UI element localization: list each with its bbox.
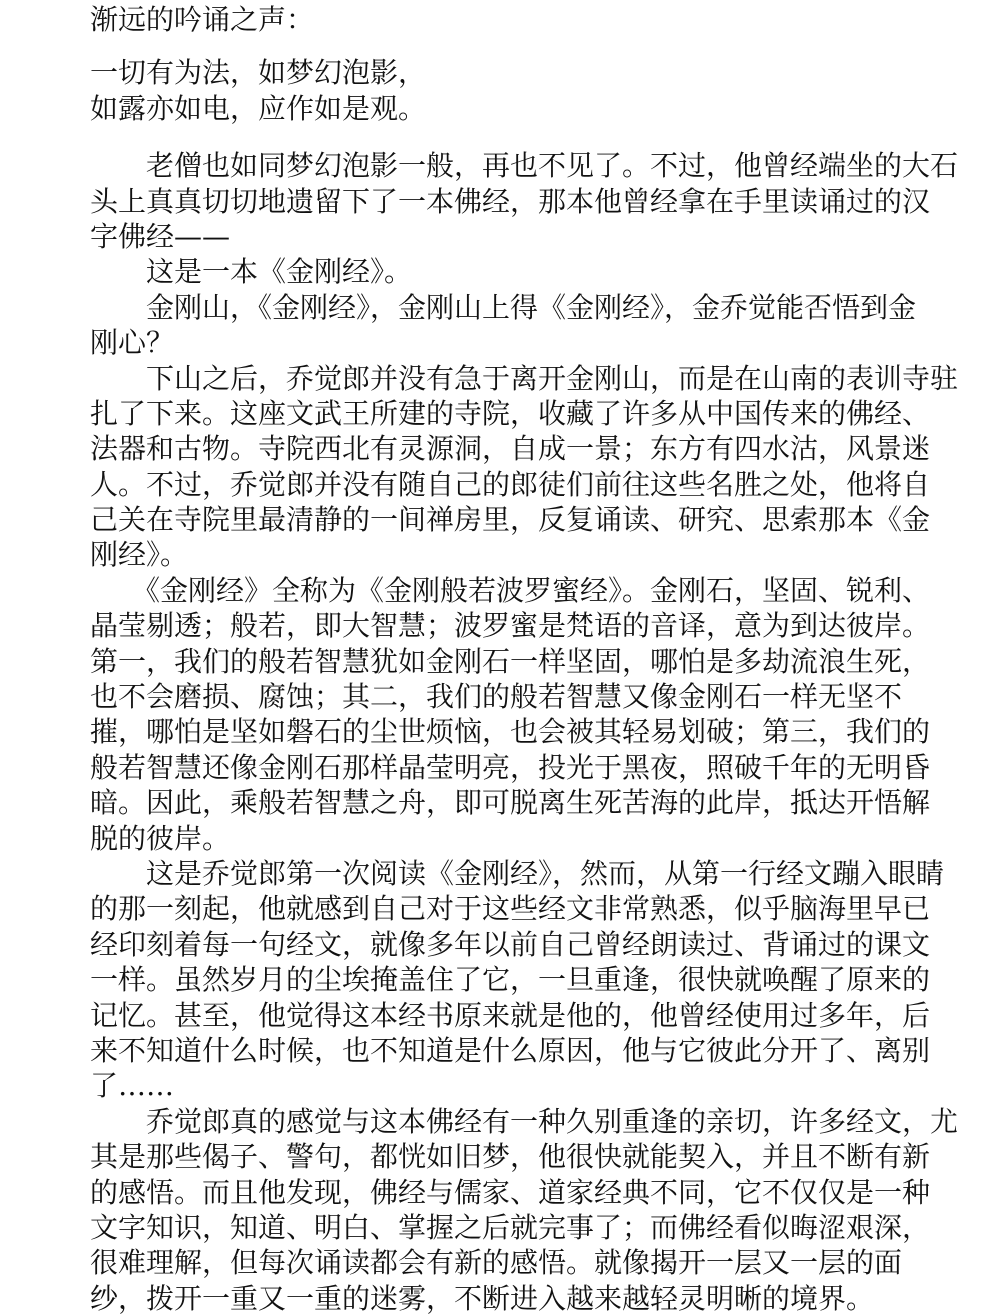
- body-line: 刚经》。: [90, 538, 189, 572]
- body-line: 的感悟。而且他发现，佛经与儒家、道家经典不同，它不仅仅是一种: [90, 1175, 931, 1209]
- body-line: 很难理解，但每次诵读都会有新的感悟。就像揭开一层又一层的面: [90, 1246, 903, 1280]
- body-line: 这是乔觉郎第一次阅读《金刚经》，然而，从第一行经文蹦入眼睛: [90, 856, 945, 890]
- body-line: 脱的彼岸。: [90, 821, 231, 855]
- body-line: 也不会磨损、腐蚀；其二，我们的般若智慧又像金刚石一样无坚不: [90, 680, 903, 714]
- body-line: 来不知道什么时候，也不知道是什么原因，他与它彼此分开了、离别: [90, 1033, 931, 1067]
- body-line: 其是那些偈子、警句，都恍如旧梦，他很快就能契入，并且不断有新: [90, 1140, 931, 1174]
- spacer: [90, 126, 905, 148]
- body-line: 般若智慧还像金刚石那样晶莹明亮，投光于黑夜，照破千年的无明昏: [90, 750, 931, 784]
- body-line: 人。不过，乔觉郎并没有随自己的郎徒们前往这些名胜之处，他将自: [90, 467, 931, 501]
- body-line: 法器和古物。寺院西北有灵源洞，自成一景；东方有四水沽，风景迷: [90, 432, 931, 466]
- body-line: 老僧也如同梦幻泡影一般，再也不见了。不过，他曾经端坐的大石: [90, 149, 959, 183]
- body-line: 刚心？: [90, 326, 175, 360]
- body-line: 下山之后，乔觉郎并没有急于离开金刚山，而是在山南的表训寺驻: [90, 361, 959, 395]
- spacer: [90, 37, 905, 55]
- verse-line: 如露亦如电，应作如是观。: [90, 91, 427, 125]
- body-line: 第一，我们的般若智慧犹如金刚石一样坚固，哪怕是多劫流浪生死，: [90, 644, 931, 678]
- body-line: 暗。因此，乘般若智慧之舟，即可脱离生死苦海的此岸，抵达开悟解: [90, 786, 931, 820]
- document-page: [90, 2, 959, 1316]
- body-line: 记忆。甚至，他觉得这本经书原来就是他的，他曾经使用过多年，后: [90, 998, 931, 1032]
- body-line: 经印刻着每一句经文，就像多年以前自己曾经朗读过、背诵过的课文: [90, 927, 931, 961]
- body-line: 摧，哪怕是坚如磐石的尘世烦恼，也会被其轻易划破；第三，我们的: [90, 715, 931, 749]
- body-line: 字佛经——: [90, 219, 231, 253]
- body-line: 己关在寺院里最清静的一间禅房里，反复诵读、研究、思索那本《金: [90, 503, 931, 537]
- body-line: 的那一刻起，他就感到自己对于这些经文非常熟悉，似乎脑海里早已: [90, 892, 931, 926]
- body-line: 乔觉郎真的感觉与这本佛经有一种久别重逢的亲切，许多经文，尤: [90, 1104, 959, 1138]
- body-line: 一样。虽然岁月的尘埃掩盖住了它，一旦重逢，很快就唤醒了原来的: [90, 963, 931, 997]
- body-line: 《金刚经》全称为《金刚般若波罗蜜经》。金刚石，坚固、锐利、: [90, 573, 931, 607]
- verse-line: 一切有为法，如梦幻泡影，: [90, 56, 427, 90]
- body-line: 这是一本《金刚经》。: [90, 255, 413, 289]
- body-line: 纱，拨开一重又一重的迷雾，不断进入越来越轻灵明晰的境界。: [90, 1281, 875, 1315]
- body-line: 文字知识，知道、明白、掌握之后就完事了；而佛经看似晦涩艰深，: [90, 1210, 931, 1244]
- body-line: 金刚山，《金刚经》，金刚山上得《金刚经》，金乔觉能否悟到金: [90, 290, 917, 324]
- body-text: [90, 148, 959, 1316]
- intro-lead: 渐远的吟诵之声：: [90, 3, 315, 36]
- body-line: 了……: [90, 1069, 175, 1103]
- body-line: 头上真真切切地遗留下了一本佛经，那本他曾经拿在手里读诵过的汉: [90, 184, 931, 218]
- body-line: 扎了下来。这座文武王所建的寺院，收藏了许多从中国传来的佛经、: [90, 396, 931, 430]
- body-line: 晶莹剔透；般若，即大智慧；波罗蜜是梵语的音译，意为到达彼岸。: [90, 609, 931, 643]
